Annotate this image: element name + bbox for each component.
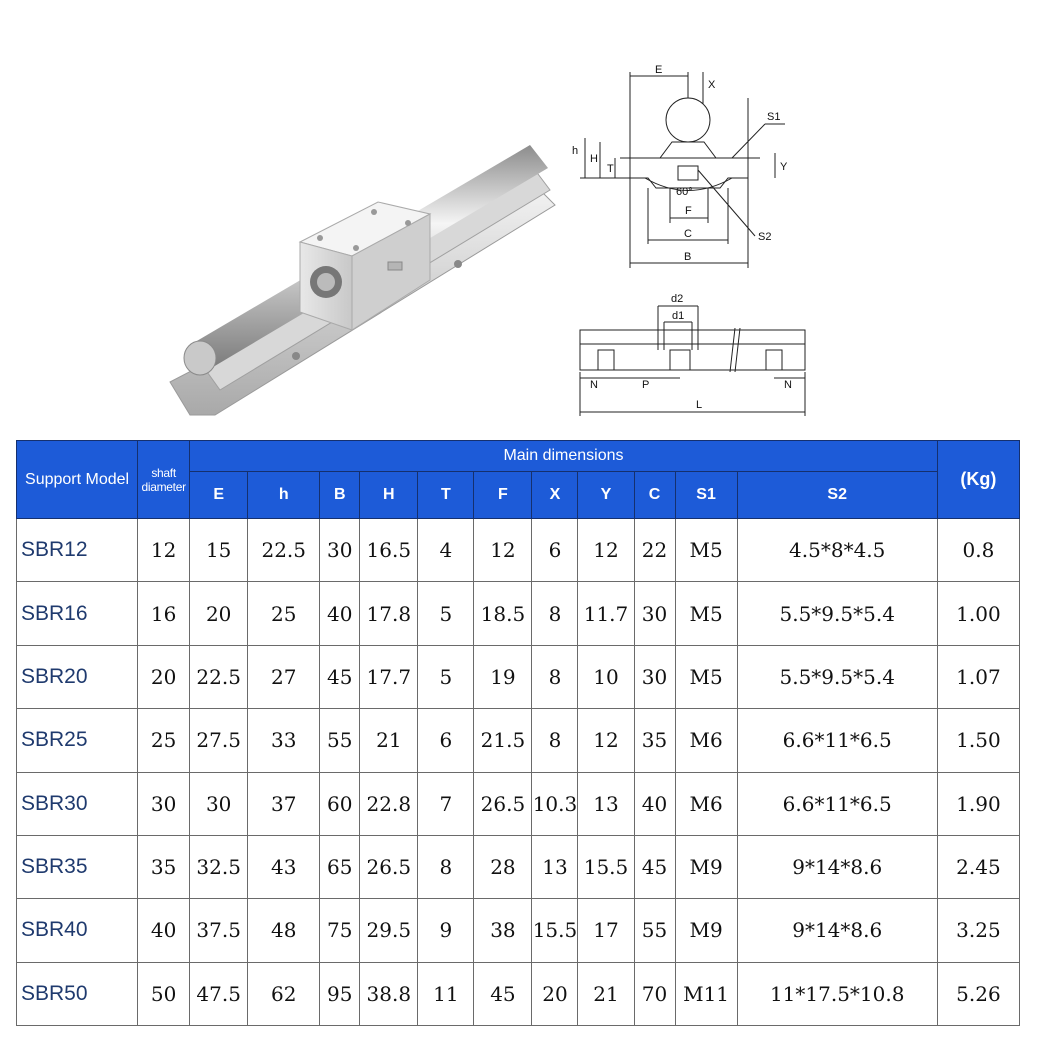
cell-e: 32.5 <box>190 835 248 898</box>
table-row <box>17 899 1020 962</box>
cell-s2: 4.5*8*4.5 <box>737 519 937 582</box>
label-h: h <box>572 145 579 157</box>
cell-t: 6 <box>418 709 474 772</box>
cell-e: 47.5 <box>190 962 248 1025</box>
cell-h: 26.5 <box>360 835 418 898</box>
label-N-right: N <box>784 379 792 391</box>
cell-e: 22.5 <box>190 645 248 708</box>
cell-s1: M9 <box>675 835 737 898</box>
cell-kg: 0.8 <box>937 519 1019 582</box>
table-row <box>17 835 1020 898</box>
cell-s2: 6.6*11*6.5 <box>737 772 937 835</box>
cell-f: 19 <box>474 645 532 708</box>
cell-shaft: 50 <box>138 962 190 1025</box>
header-main-dimensions: Main dimensions <box>190 441 938 472</box>
cell-t: 8 <box>418 835 474 898</box>
cell-s2: 6.6*11*6.5 <box>737 709 937 772</box>
cell-s1: M9 <box>675 899 737 962</box>
cell-model: SBR16 <box>17 582 138 645</box>
cell-s2: 9*14*8.6 <box>737 899 937 962</box>
cell-x: 20 <box>532 962 578 1025</box>
cell-f: 21.5 <box>474 709 532 772</box>
cell-t: 7 <box>418 772 474 835</box>
spec-table-body <box>17 519 1020 1026</box>
header-dim-c: C <box>634 472 675 519</box>
cell-h: 22.8 <box>360 772 418 835</box>
cell-c: 35 <box>634 709 675 772</box>
cell-x: 15.5 <box>532 899 578 962</box>
table-row <box>17 962 1020 1025</box>
header-weight: (Kg) <box>937 441 1019 519</box>
cell-y: 12 <box>578 519 634 582</box>
cell-kg: 1.90 <box>937 772 1019 835</box>
cell-model: SBR20 <box>17 645 138 708</box>
label-X: X <box>708 79 716 91</box>
cell-h: 25 <box>248 582 320 645</box>
cell-c: 40 <box>634 772 675 835</box>
cell-x: 8 <box>532 709 578 772</box>
cell-f: 26.5 <box>474 772 532 835</box>
cell-y: 17 <box>578 899 634 962</box>
table-row <box>17 519 1020 582</box>
label-N-left: N <box>590 379 598 391</box>
label-angle: 60° <box>676 186 693 198</box>
label-P: P <box>642 379 650 391</box>
cell-h: 48 <box>248 899 320 962</box>
cell-f: 18.5 <box>474 582 532 645</box>
cell-t: 4 <box>418 519 474 582</box>
cell-s2: 5.5*9.5*5.4 <box>737 645 937 708</box>
shaft-end <box>184 341 216 375</box>
cell-c: 45 <box>634 835 675 898</box>
side-view-drawing <box>570 288 810 423</box>
cell-h: 22.5 <box>248 519 320 582</box>
cell-s2: 11*17.5*10.8 <box>737 962 937 1025</box>
table-row <box>17 645 1020 708</box>
cell-y: 11.7 <box>578 582 634 645</box>
cell-kg: 1.00 <box>937 582 1019 645</box>
label-Y: Y <box>780 161 788 173</box>
cell-y: 12 <box>578 709 634 772</box>
cell-h: 17.7 <box>360 645 418 708</box>
cell-model: SBR12 <box>17 519 138 582</box>
cell-e: 37.5 <box>190 899 248 962</box>
cell-b: 40 <box>320 582 360 645</box>
cell-h: 17.8 <box>360 582 418 645</box>
label-F: F <box>685 205 692 217</box>
cell-y: 13 <box>578 772 634 835</box>
cell-c: 22 <box>634 519 675 582</box>
cell-h: 29.5 <box>360 899 418 962</box>
cell-e: 15 <box>190 519 248 582</box>
header-shaft-diameter: shaft diameter <box>138 441 190 519</box>
cell-e: 20 <box>190 582 248 645</box>
header-dim-x: X <box>532 472 578 519</box>
cell-h: 33 <box>248 709 320 772</box>
cell-c: 30 <box>634 645 675 708</box>
cell-x: 8 <box>532 645 578 708</box>
cell-model: SBR35 <box>17 835 138 898</box>
cell-t: 9 <box>418 899 474 962</box>
cell-model: SBR30 <box>17 772 138 835</box>
cell-shaft: 16 <box>138 582 190 645</box>
header-dim-h: H <box>360 472 418 519</box>
cell-kg: 1.50 <box>937 709 1019 772</box>
cell-x: 8 <box>532 582 578 645</box>
cell-model: SBR50 <box>17 962 138 1025</box>
cell-h: 21 <box>360 709 418 772</box>
cell-b: 65 <box>320 835 360 898</box>
cell-b: 30 <box>320 519 360 582</box>
cell-x: 10.3 <box>532 772 578 835</box>
cell-t: 5 <box>418 645 474 708</box>
cell-b: 60 <box>320 772 360 835</box>
cell-b: 55 <box>320 709 360 772</box>
label-d2: d2 <box>671 293 684 305</box>
label-H: H <box>590 153 598 165</box>
label-d1: d1 <box>672 310 685 322</box>
header-dim-s2: S2 <box>737 472 937 519</box>
header-dim-h: h <box>248 472 320 519</box>
cell-h: 62 <box>248 962 320 1025</box>
label-S1: S1 <box>767 111 781 123</box>
cell-h: 43 <box>248 835 320 898</box>
cell-shaft: 35 <box>138 835 190 898</box>
cell-e: 30 <box>190 772 248 835</box>
cell-b: 75 <box>320 899 360 962</box>
cross-section-drawing <box>560 58 800 273</box>
cell-shaft: 12 <box>138 519 190 582</box>
cell-model: SBR25 <box>17 709 138 772</box>
cell-e: 27.5 <box>190 709 248 772</box>
header-dim-t: T <box>418 472 474 519</box>
cell-x: 6 <box>532 519 578 582</box>
cell-s2: 5.5*9.5*5.4 <box>737 582 937 645</box>
cell-s1: M6 <box>675 709 737 772</box>
cell-s1: M6 <box>675 772 737 835</box>
cell-s1: M5 <box>675 519 737 582</box>
cell-shaft: 40 <box>138 899 190 962</box>
cell-t: 5 <box>418 582 474 645</box>
header-dim-e: E <box>190 472 248 519</box>
cell-model: SBR40 <box>17 899 138 962</box>
cell-s1: M5 <box>675 582 737 645</box>
cell-y: 10 <box>578 645 634 708</box>
spec-table <box>16 440 1020 1026</box>
cell-f: 38 <box>474 899 532 962</box>
cell-h: 38.8 <box>360 962 418 1025</box>
label-T: T <box>607 163 614 175</box>
cell-h: 37 <box>248 772 320 835</box>
label-B: B <box>684 251 692 263</box>
cell-b: 45 <box>320 645 360 708</box>
cell-kg: 5.26 <box>937 962 1019 1025</box>
table-row <box>17 772 1020 835</box>
cell-c: 70 <box>634 962 675 1025</box>
cell-f: 12 <box>474 519 532 582</box>
cell-f: 45 <box>474 962 532 1025</box>
cell-shaft: 30 <box>138 772 190 835</box>
product-photo <box>160 130 560 420</box>
cell-b: 95 <box>320 962 360 1025</box>
cell-s1: M11 <box>675 962 737 1025</box>
header-dim-y: Y <box>578 472 634 519</box>
cell-h: 16.5 <box>360 519 418 582</box>
cell-y: 21 <box>578 962 634 1025</box>
label-S2: S2 <box>758 231 772 243</box>
cell-kg: 1.07 <box>937 645 1019 708</box>
cell-shaft: 20 <box>138 645 190 708</box>
cell-s1: M5 <box>675 645 737 708</box>
header-dim-s1: S1 <box>675 472 737 519</box>
table-row <box>17 709 1020 772</box>
cell-c: 55 <box>634 899 675 962</box>
label-L: L <box>696 399 703 411</box>
cell-kg: 3.25 <box>937 899 1019 962</box>
header-dim-b: B <box>320 472 360 519</box>
cell-f: 28 <box>474 835 532 898</box>
header-support-model: Support Model <box>17 441 138 519</box>
cell-s2: 9*14*8.6 <box>737 835 937 898</box>
cell-shaft: 25 <box>138 709 190 772</box>
cell-x: 13 <box>532 835 578 898</box>
table-row <box>17 582 1020 645</box>
label-E: E <box>655 64 663 76</box>
cell-kg: 2.45 <box>937 835 1019 898</box>
cell-c: 30 <box>634 582 675 645</box>
cell-y: 15.5 <box>578 835 634 898</box>
label-C: C <box>684 228 692 240</box>
cell-h: 27 <box>248 645 320 708</box>
cell-t: 11 <box>418 962 474 1025</box>
header-dim-f: F <box>474 472 532 519</box>
